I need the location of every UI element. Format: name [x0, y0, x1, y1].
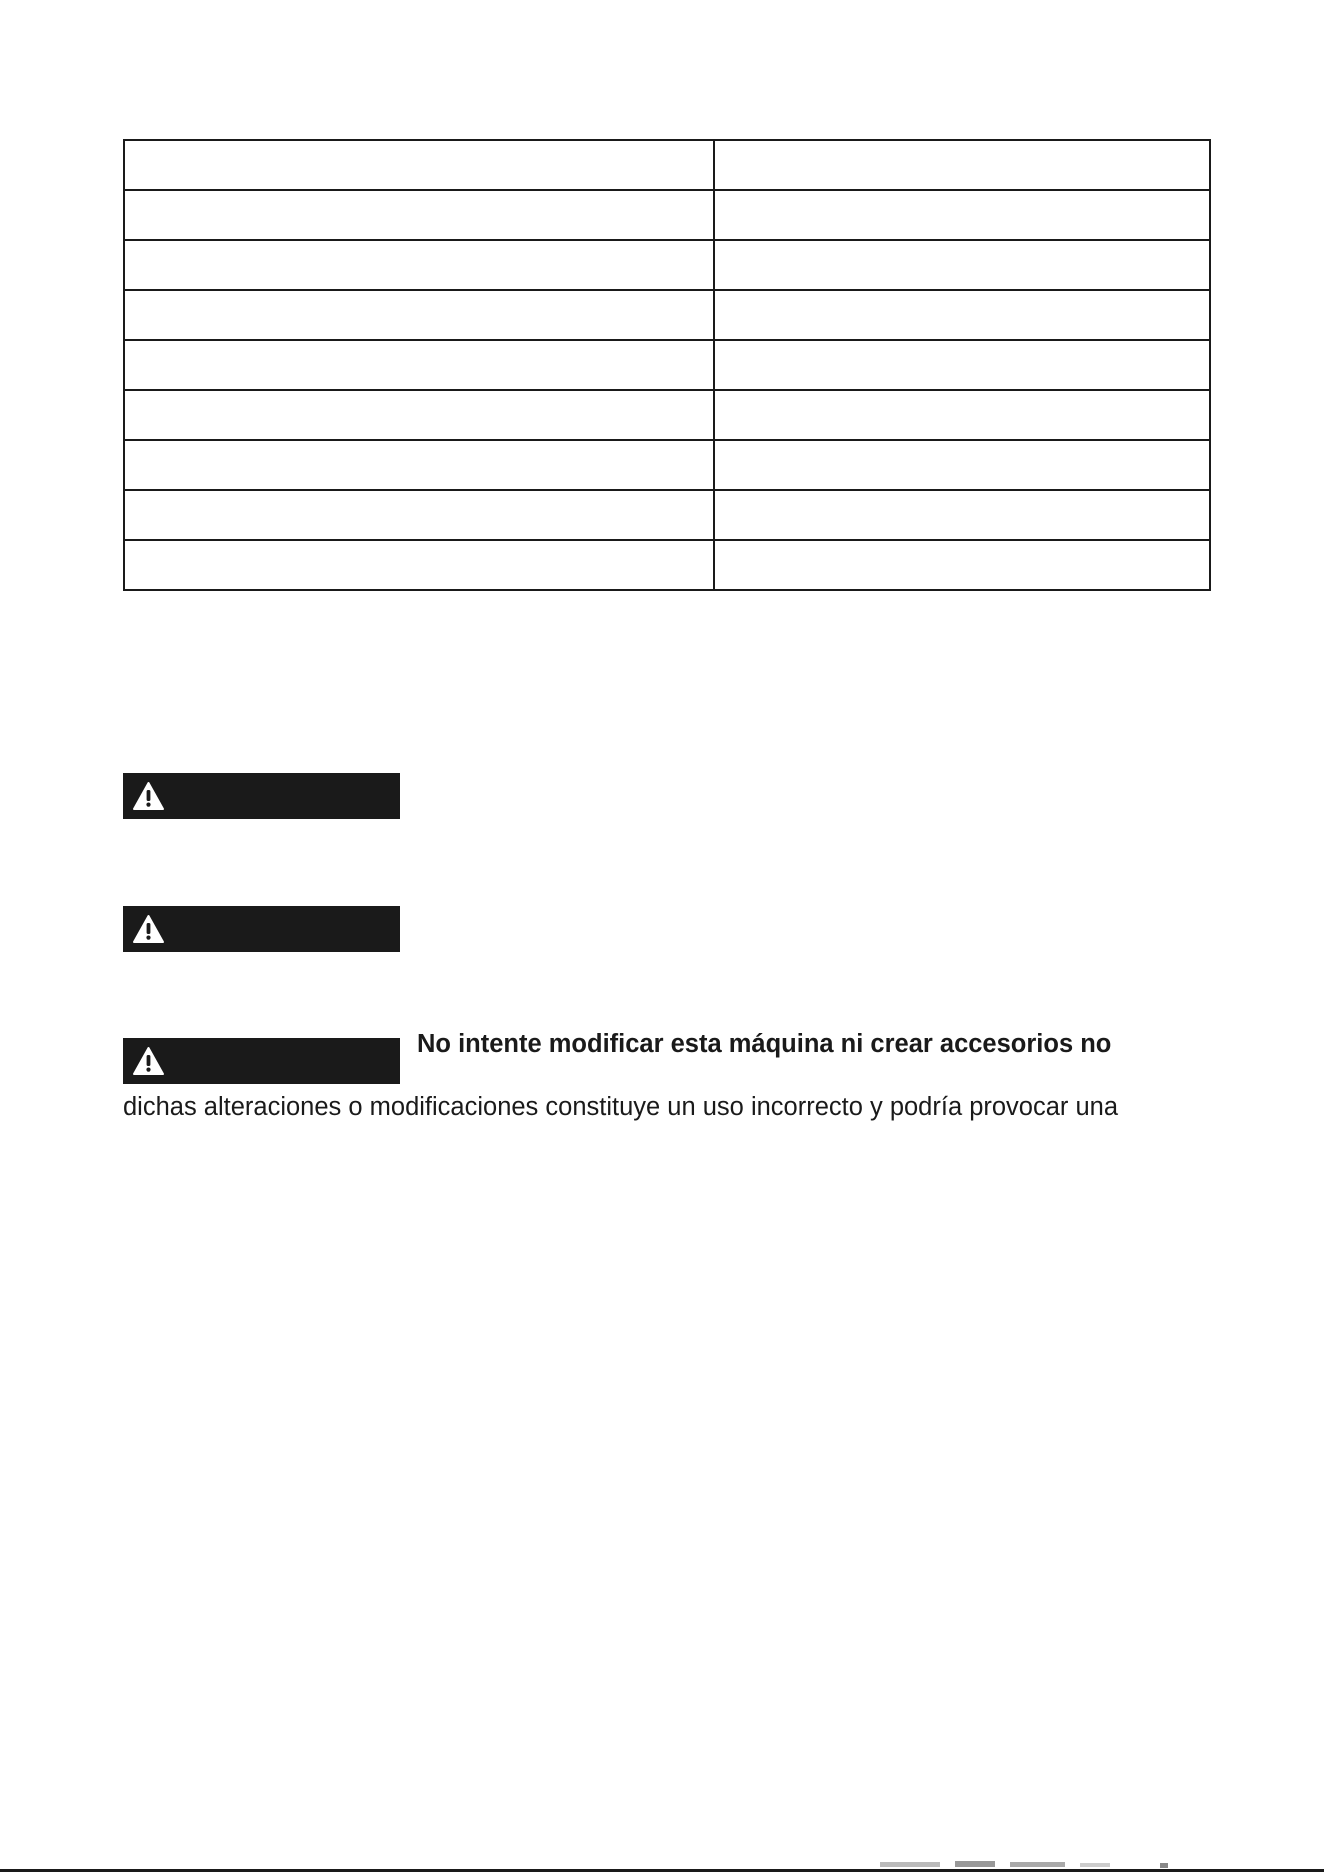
warning-triangle-icon [132, 781, 165, 811]
table-cell-value [714, 240, 1210, 290]
table-row [124, 440, 1210, 490]
table-cell-label [124, 240, 714, 290]
table-row [124, 240, 1210, 290]
warning-banner [123, 1038, 400, 1084]
table-row [124, 190, 1210, 240]
table-row [124, 540, 1210, 590]
table-cell-value [714, 540, 1210, 590]
table-cell-label [124, 390, 714, 440]
table-cell-value [714, 190, 1210, 240]
table-cell-value [714, 140, 1210, 190]
table-cell-value [714, 390, 1210, 440]
table-cell-label [124, 190, 714, 240]
table-row [124, 340, 1210, 390]
table-cell-value [714, 440, 1210, 490]
specifications-table [123, 139, 1211, 591]
table-cell-label [124, 540, 714, 590]
table-cell-label [124, 140, 714, 190]
table-row [124, 290, 1210, 340]
table-row [124, 390, 1210, 440]
warning-body-text: dichas alteraciones o modificaciones constituye un uso incorrecto y podría provocar una [123, 1093, 1119, 1121]
table-cell-value [714, 290, 1210, 340]
warning-heading: No intente modificar esta máquina ni crear accesorios no [417, 1030, 1112, 1058]
bottom-text-fragments [880, 1860, 1180, 1869]
warning-triangle-icon [132, 914, 165, 944]
warning-banner [123, 773, 400, 819]
specifications-table-body [124, 140, 1210, 590]
table-cell-value [714, 340, 1210, 390]
table-cell-label [124, 440, 714, 490]
table-cell-label [124, 490, 714, 540]
warning-triangle-icon [132, 1046, 165, 1076]
table-cell-label [124, 340, 714, 390]
table-cell-label [124, 290, 714, 340]
warning-banner [123, 906, 400, 952]
table-row [124, 140, 1210, 190]
table-cell-value [714, 490, 1210, 540]
table-row [124, 490, 1210, 540]
